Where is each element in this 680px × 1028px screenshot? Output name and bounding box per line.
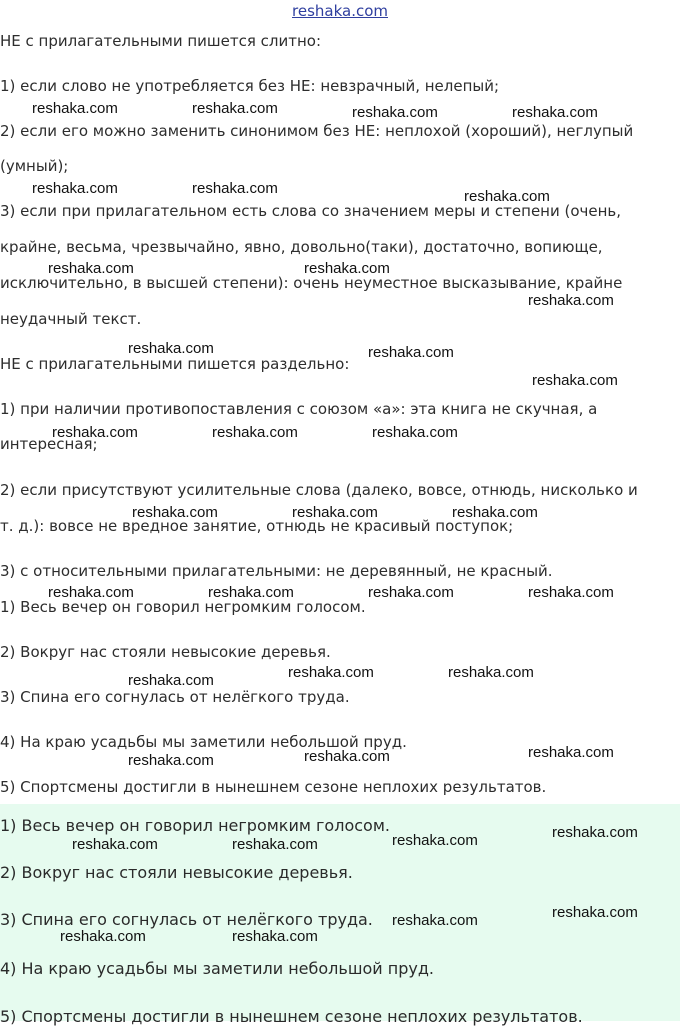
watermark: reshaka.com [352,104,438,121]
rule-solid-3-cont-c: неудачный текст. [0,310,142,328]
rule-solid-1: 1) если слово не употребляется без НЕ: невзрачный, нелепый; [0,77,500,95]
watermark: reshaka.com [448,664,534,681]
watermark: reshaka.com [32,100,118,117]
watermark: reshaka.com [232,928,318,945]
watermark: reshaka.com [464,188,550,205]
watermark: reshaka.com [52,424,138,441]
watermark: reshaka.com [128,672,214,689]
watermark: reshaka.com [32,180,118,197]
watermark: reshaka.com [392,832,478,849]
watermark: reshaka.com [304,748,390,765]
rule-solid-3: 3) если при прилагательном есть слова со значением меры и степени (очень, [0,202,622,220]
rule-separate-2: 2) если присутствуют усилительные слова (далеко, вовсе, отнюдь, нисколько и [0,481,638,499]
watermark: reshaka.com [372,424,458,441]
rule-separate-2-cont: т. д.): вовсе не вредное занятие, отнюдь не красивый поступок; [0,517,514,535]
task-sentence-1: 1) Весь вечер он говорил негромким голосом. [0,598,366,616]
rule-solid-3-cont-a: крайне, весьма, чрезвычайно, явно, довольно(таки), достаточно, вопиюще, [0,238,603,256]
watermark: reshaka.com [552,824,638,841]
watermark: reshaka.com [192,100,278,117]
watermark: reshaka.com [528,584,614,601]
task-sentence-2: 2) Вокруг нас стояли невысокие деревья. [0,643,331,661]
watermark: reshaka.com [528,744,614,761]
rule-separate-1-cont: интересная; [0,435,98,453]
rule-solid-3-cont-b: исключительно, в высшей степени): очень неуместное высказывание, крайне [0,274,623,292]
rule-solid-2-cont: (умный); [0,157,69,175]
answer-sentence-5: 5) Спортсмены достигли в нынешнем сезоне неплохих результатов. [0,1007,583,1026]
rule-separate-3: 3) с относительными прилагательными: не деревянный, не красный. [0,562,553,580]
watermark: reshaka.com [292,504,378,521]
rule-solid-2: 2) если его можно заменить синонимом без НЕ: неплохой (хороший), неглупый [0,122,634,140]
watermark: reshaka.com [212,424,298,441]
watermark: reshaka.com [452,504,538,521]
watermark: reshaka.com [72,836,158,853]
watermark: reshaka.com [552,904,638,921]
task-sentence-4: 4) На краю усадьбы мы заметили небольшой пруд. [0,733,407,751]
answer-sentence-1: 1) Весь вечер он говорил негромким голосом. [0,816,390,835]
watermark: reshaka.com [512,104,598,121]
watermark: reshaka.com [532,372,618,389]
rule-separate-1: 1) при наличии противопоставления с союзом «а»: эта книга не скучная, а [0,400,598,418]
watermark: reshaka.com [48,260,134,277]
watermark: reshaka.com [288,664,374,681]
watermark: reshaka.com [304,260,390,277]
watermark: reshaka.com [368,584,454,601]
watermark: reshaka.com [368,344,454,361]
answer-sentence-2: 2) Вокруг нас стояли невысокие деревья. [0,863,353,882]
watermark: reshaka.com [232,836,318,853]
rule-heading-separate: НЕ с прилагательными пишется раздельно: [0,355,350,373]
watermark: reshaka.com [208,584,294,601]
watermark: reshaka.com [132,504,218,521]
watermark: reshaka.com [48,584,134,601]
answer-sentence-3: 3) Спина его согнулась от нелёгкого труда. [0,910,373,929]
watermark: reshaka.com [128,340,214,357]
task-sentence-3: 3) Спина его согнулась от нелёгкого труда. [0,688,350,706]
watermark: reshaka.com [528,292,614,309]
watermark: reshaka.com [392,912,478,929]
task-sentence-5: 5) Спортсмены достигли в нынешнем сезоне неплохих результатов. [0,778,547,796]
watermark: reshaka.com [60,928,146,945]
site-header-link[interactable]: reshaka.com [292,2,388,20]
answer-sentence-4: 4) На краю усадьбы мы заметили небольшой пруд. [0,959,434,978]
rule-heading-solid: НЕ с прилагательными пишется слитно: [0,32,321,50]
watermark: reshaka.com [128,752,214,769]
watermark: reshaka.com [192,180,278,197]
